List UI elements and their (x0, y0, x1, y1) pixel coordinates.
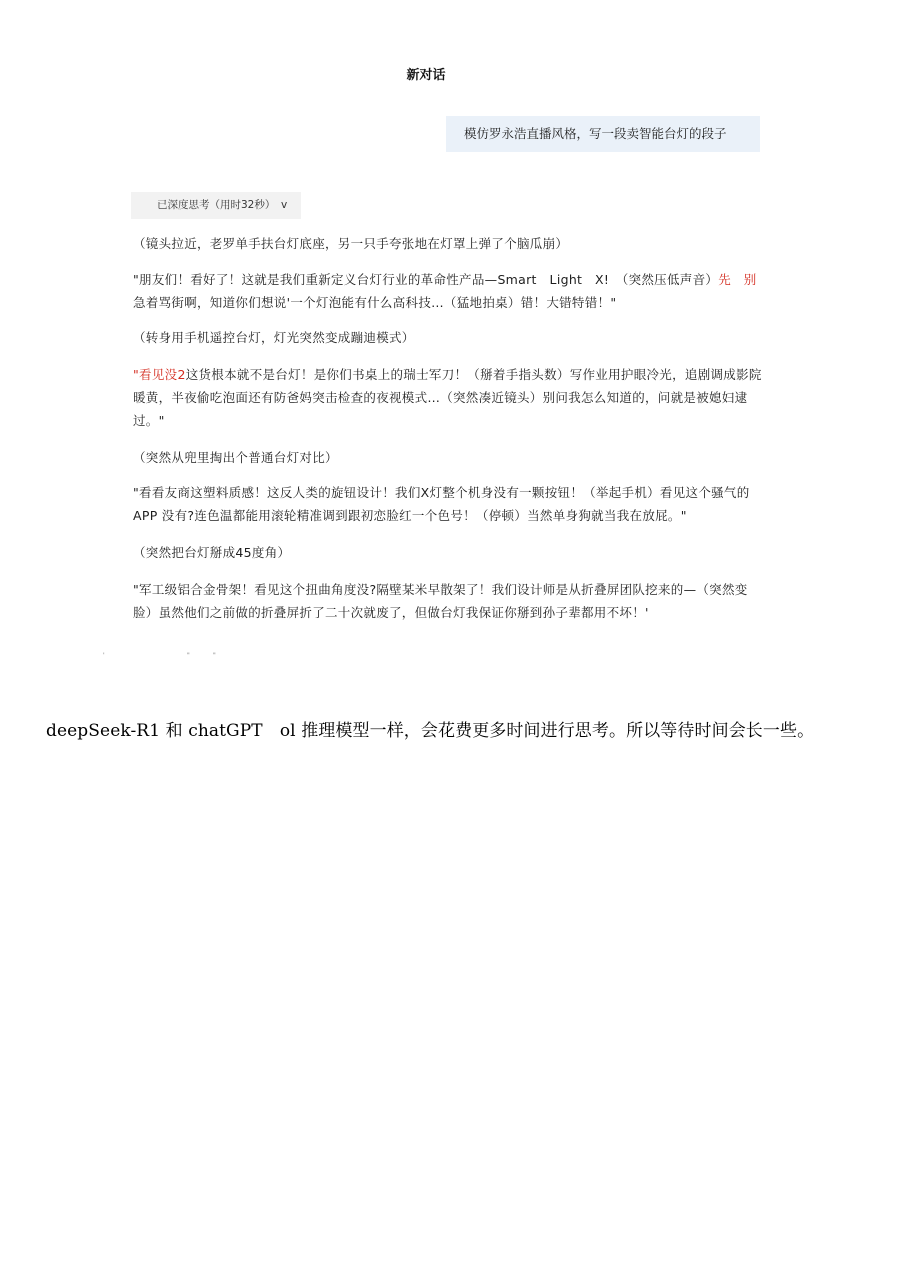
document-caption: deepSeek-R1 和 chatGPT ol 推理模型一样，会花费更多时间进行思考。所以等待时间会长一些。 (46, 721, 815, 741)
answer-paragraph: "看看友商这塑料质感！这反人类的旋钮设计！我们X灯整个机身没有一颗按钮！（举起手机）看见这个骚气的APP 没有?连色温都能用滚轮精准调到跟初恋脸红一个色号！（停顿）当然单身狗就当我在放屁。" (133, 485, 750, 523)
user-message-bubble: 模仿罗永浩直播风格，写一段卖智能台灯的段子 (446, 116, 760, 152)
stage-direction: （突然把台灯掰成45度角） (133, 545, 291, 560)
scan-mark: " (187, 652, 190, 659)
highlighted-text: "看见没2 (133, 367, 186, 382)
thinking-label: 已深度思考（用时32秒） (157, 199, 276, 211)
scan-marks (103, 652, 243, 662)
chevron-down-icon: v (281, 199, 288, 211)
stage-direction: （镜头拉近，老罗单手扶台灯底座，另一只手夸张地在灯罩上弹了个脑瓜崩） (133, 236, 569, 251)
scan-mark: " (213, 652, 216, 659)
answer-paragraph: "军工级铝合金骨架！看见这个扭曲角度没?隔壁某米早散架了！我们设计师是从折叠屏团队挖来的—（突然变脸）虽然他们之前做的折叠屏折了二十次就废了，但做台灯我保证你掰到孙子辈都用不坏！' (133, 582, 748, 620)
highlighted-text: 先 别 (718, 272, 757, 287)
stage-direction: （转身用手机遥控台灯，灯光突然变成蹦迪模式） (133, 330, 415, 345)
answer-paragraph (133, 363, 763, 432)
chat-title: 新对话 (406, 68, 446, 83)
stage-direction: （突然从兜里掏出个普通台灯对比） (133, 450, 338, 465)
scan-mark: ' (103, 652, 105, 659)
thinking-toggle-button[interactable] (131, 192, 301, 219)
answer-text: "朋友们！看好了！这就是我们重新定义台灯行业的革命性产品—Smart Light X! （突然压低声音） (133, 272, 719, 287)
answer-text: 急着骂街啊，知道你们想说'一个灯泡能有什么高科技…（猛地拍桌）错！大错特错！" (133, 295, 617, 310)
answer-paragraph (133, 268, 763, 314)
answer-text: 这货根本就不是台灯！是你们书桌上的瑞士军刀！（掰着手指头数）写作业用护眼冷光，追剧调成影院暖黄，半夜偷吃泡面还有防爸妈突击检查的夜视模式…（突然凑近镜头）别问我怎么知道的，问就是被媳妇逮过。" (133, 367, 762, 428)
